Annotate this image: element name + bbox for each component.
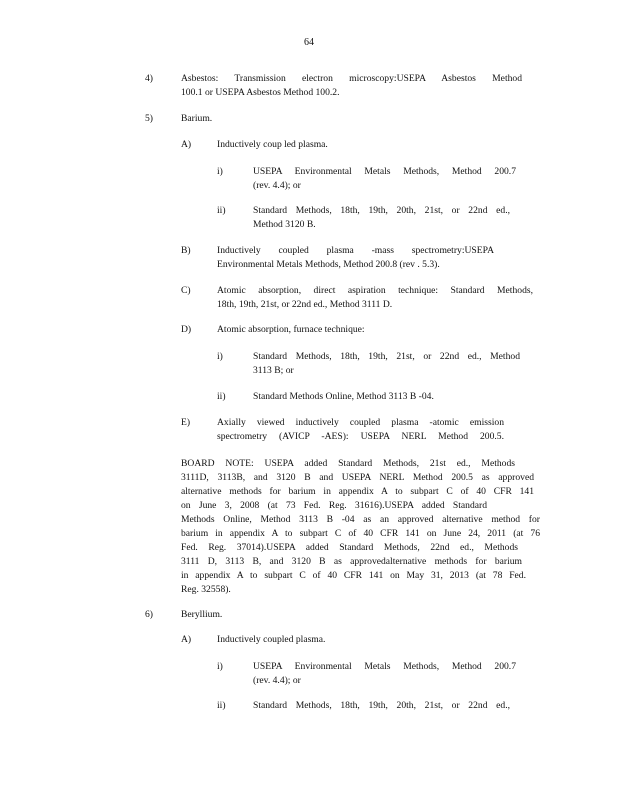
board-note-line-5: Methods Online, Method 3113 B -04 as an approved alternative method for bbox=[181, 514, 540, 525]
barium-e-label: E) bbox=[181, 417, 191, 428]
barium-d-ii-label: ii) bbox=[217, 391, 226, 402]
beryllium-a-i-line-1: USEPA Environmental Metals Methods, Method 200.7 bbox=[253, 661, 516, 672]
board-note-line-6: barium in appendix A to subpart C of 40 CFR 141 on June 24, 2011 (at 76 bbox=[181, 528, 540, 539]
barium-a-i-line-1: USEPA Environmental Metals Methods, Method 200.7 bbox=[253, 166, 516, 177]
barium-e-line-2: spectrometry (AVICP -AES): USEPA NERL Method 200.5. bbox=[217, 431, 504, 442]
board-note-line-10: Reg. 32558). bbox=[181, 584, 231, 595]
barium-a-ii-line-1: Standard Methods, 18th, 19th, 20th, 21st, or 22nd ed., bbox=[253, 205, 510, 216]
item-number-4: 4) bbox=[145, 73, 153, 84]
barium-c-line-1: Atomic absorption, direct aspiration technique: Standard Methods, bbox=[217, 285, 533, 296]
board-note-line-3: alternative methods for barium in appendix A to subpart C of 40 CFR 141 bbox=[181, 486, 534, 497]
asbestos-line-1: Asbestos: Transmission electron microscopy:USEPA Asbestos Method bbox=[181, 73, 522, 84]
barium-heading: Barium. bbox=[181, 113, 213, 124]
barium-d-text: Atomic absorption, furnace technique: bbox=[217, 324, 365, 335]
barium-a-label: A) bbox=[181, 139, 192, 150]
beryllium-a-i-line-2: (rev. 4.4); or bbox=[253, 675, 301, 686]
page-number: 64 bbox=[304, 37, 314, 48]
barium-b-line-2: Environmental Metals Methods, Method 200.8 (rev . 5.3). bbox=[217, 259, 440, 270]
item-number-5: 5) bbox=[145, 113, 153, 124]
barium-c-label: C) bbox=[181, 285, 191, 296]
board-note-line-1: BOARD NOTE: USEPA added Standard Methods, 21st ed., Methods bbox=[181, 458, 515, 469]
barium-c-line-2: 18th, 19th, 21st, or 22nd ed., Method 3111 D. bbox=[217, 299, 393, 310]
beryllium-a-label: A) bbox=[181, 634, 192, 645]
beryllium-a-ii-label: ii) bbox=[217, 700, 226, 711]
board-note-line-7: Fed. Reg. 37014).USEPA added Standard Methods, 22nd ed., Methods bbox=[181, 542, 518, 553]
beryllium-a-ii-line-1: Standard Methods, 18th, 19th, 20th, 21st, or 22nd ed., bbox=[253, 700, 510, 711]
barium-b-label: B) bbox=[181, 245, 191, 256]
board-note-line-4: on June 3, 2008 (at 73 Fed. Reg. 31616).USEPA added Standard bbox=[181, 500, 487, 511]
barium-d-i-label: i) bbox=[217, 351, 223, 362]
beryllium-a-text: Inductively coupled plasma. bbox=[217, 634, 326, 645]
barium-d-label: D) bbox=[181, 324, 192, 335]
barium-a-ii-label: ii) bbox=[217, 205, 226, 216]
barium-d-ii-line-1: Standard Methods Online, Method 3113 B -04. bbox=[253, 391, 434, 402]
asbestos-line-2: 100.1 or USEPA Asbestos Method 100.2. bbox=[181, 87, 340, 98]
barium-e-line-1: Axially viewed inductively coupled plasma -atomic emission bbox=[217, 417, 504, 428]
barium-a-i-label: i) bbox=[217, 166, 223, 177]
beryllium-a-i-label: i) bbox=[217, 661, 223, 672]
barium-a-text: Inductively coup led plasma. bbox=[217, 139, 328, 150]
barium-a-ii-line-2: Method 3120 B. bbox=[253, 219, 316, 230]
barium-a-i-line-2: (rev. 4.4); or bbox=[253, 180, 301, 191]
board-note-line-9: in appendix A to subpart C of 40 CFR 141 on May 31, 2013 (at 78 Fed. bbox=[181, 570, 526, 581]
item-number-6: 6) bbox=[145, 609, 153, 620]
board-note-line-8: 3111 D, 3113 B, and 3120 B as approvedalternative methods for barium bbox=[181, 556, 522, 567]
barium-b-line-1: Inductively coupled plasma -mass spectrometry:USEPA bbox=[217, 245, 494, 256]
beryllium-heading: Beryllium. bbox=[181, 609, 223, 620]
board-note-line-2: 3111D, 3113B, and 3120 B and USEPA NERL Method 200.5 as approved bbox=[181, 472, 534, 483]
barium-d-i-line-2: 3113 B; or bbox=[253, 365, 294, 376]
barium-d-i-line-1: Standard Methods, 18th, 19th, 21st, or 22nd ed., Method bbox=[253, 351, 520, 362]
